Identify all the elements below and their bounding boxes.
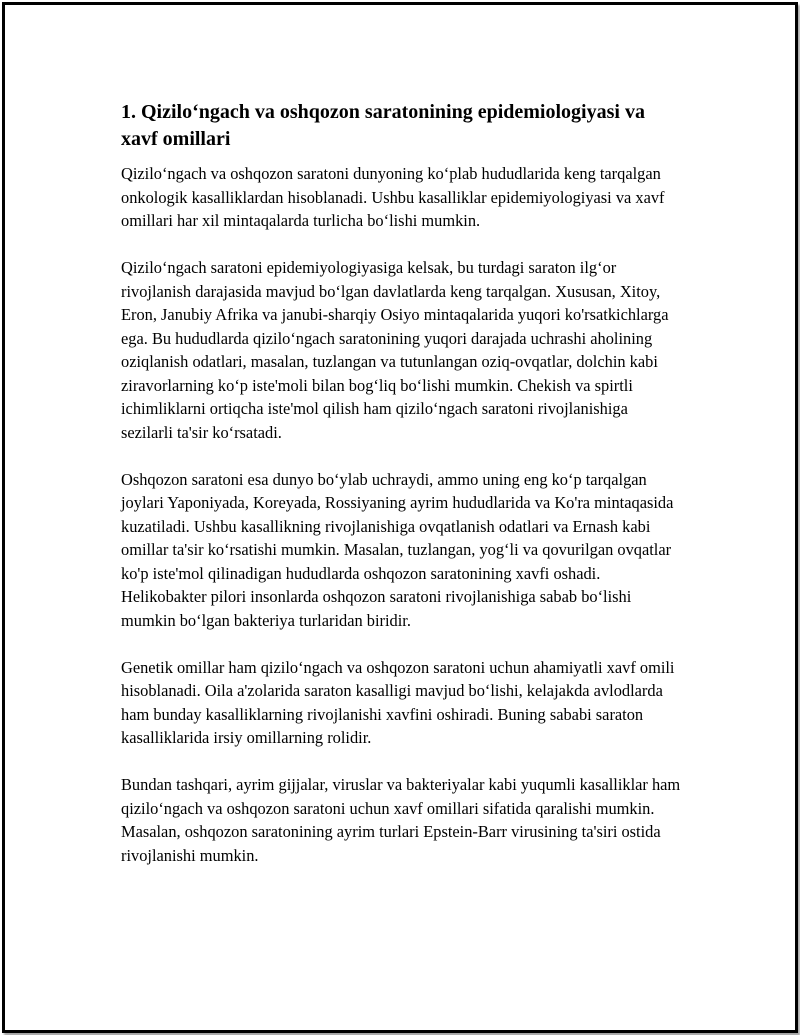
- paragraph-gastric-epidemiology: Oshqozon saratoni esa dunyo bo‘ylab uchraydi, ammo uning eng ko‘p tarqalgan joylari Yaponiyada, Koreyada, Rossiyaning ayrim hududlarida va Ko'ra mintaqasida kuzatiladi. Ushbu kasallikning rivojlanishiga ovqatlanish odatlari va Ernash kabi omillar ta'sir ko‘rsatishi mumkin. Masalan, tuzlangan, yog‘li va qovurilgan ovqatlar ko'p iste'mol qilinadigan hududlarda oshqozon saratonining xavfi oshadi. Helikobakter pilori insonlarda oshqozon saratoni rivojlanishiga sabab bo‘lishi mumkin bo‘lgan bakteriya turlaridan biridir.: [121, 469, 674, 630]
- paragraph-genetic-factors: Genetik omillar ham qizilo‘ngach va oshqozon saratoni uchun ahamiyatli xavf omili hisoblanadi. Oila a'zolarida saraton kasalligi mavjud bo‘lishi, kelajakda avlodlarda ham bunday kasalliklarning rivojlanishi xavfini oshiradi. Buning sababi saraton kasalliklarida irsiy omillarning rolidir.: [121, 657, 675, 747]
- section-heading: 1. Qizilo‘ngach va oshqozon saratonining epidemiologiyasi va xavf omillari: [121, 101, 645, 150]
- document-body: [121, 99, 681, 891]
- document-page: [2, 2, 798, 1033]
- paragraph-intro: Qizilo‘ngach va oshqozon saratoni dunyoning ko‘plab hududlarida keng tarqalgan onkologik kasalliklardan hisoblanadi. Ushbu kasalliklar epidemiyologiyasi va xavf omillari har xil mintaqalarda turlicha bo‘lishi mumkin.: [121, 164, 665, 230]
- paragraph-esophageal-epidemiology: Qizilo‘ngach saratoni epidemiyologiyasiga kelsak, bu turdagi saraton ilg‘or rivojlanish darajasida mavjud bo‘lgan davlatlarda keng tarqalgan. Xususan, Xitoy, Eron, Janubiy Afrika va janubi-sharqiy Osiyo mintaqalarida yuqori ko'rsatkichlarga ega. Bu hududlarda qizilo‘ngach saratonining yuqori darajada uchrashi aholining oziqlanish odatlari, masalan, tuzlangan va tutunlangan oziq-ovqatlar, dolchin kabi ziravorlarning ko‘p iste'moli bilan bog‘liq bo‘lishi mumkin. Chekish va spirtli ichimliklarni ortiqcha iste'mol qilish ham qizilo‘ngach saratoni rivojlanishiga sezilarli ta'sir ko‘rsatadi.: [121, 258, 669, 442]
- paragraph-infectious-factors: Bundan tashqari, ayrim gijjalar, viruslar va bakteriyalar kabi yuqumli kasalliklar ham qizilo‘ngach va oshqozon saratoni uchun xavf omillari sifatida qaralishi mumkin. Masalan, oshqozon saratonining ayrim turlari Epstein-Barr virusining ta'siri ostida rivojlanishi mumkin.: [121, 775, 681, 865]
